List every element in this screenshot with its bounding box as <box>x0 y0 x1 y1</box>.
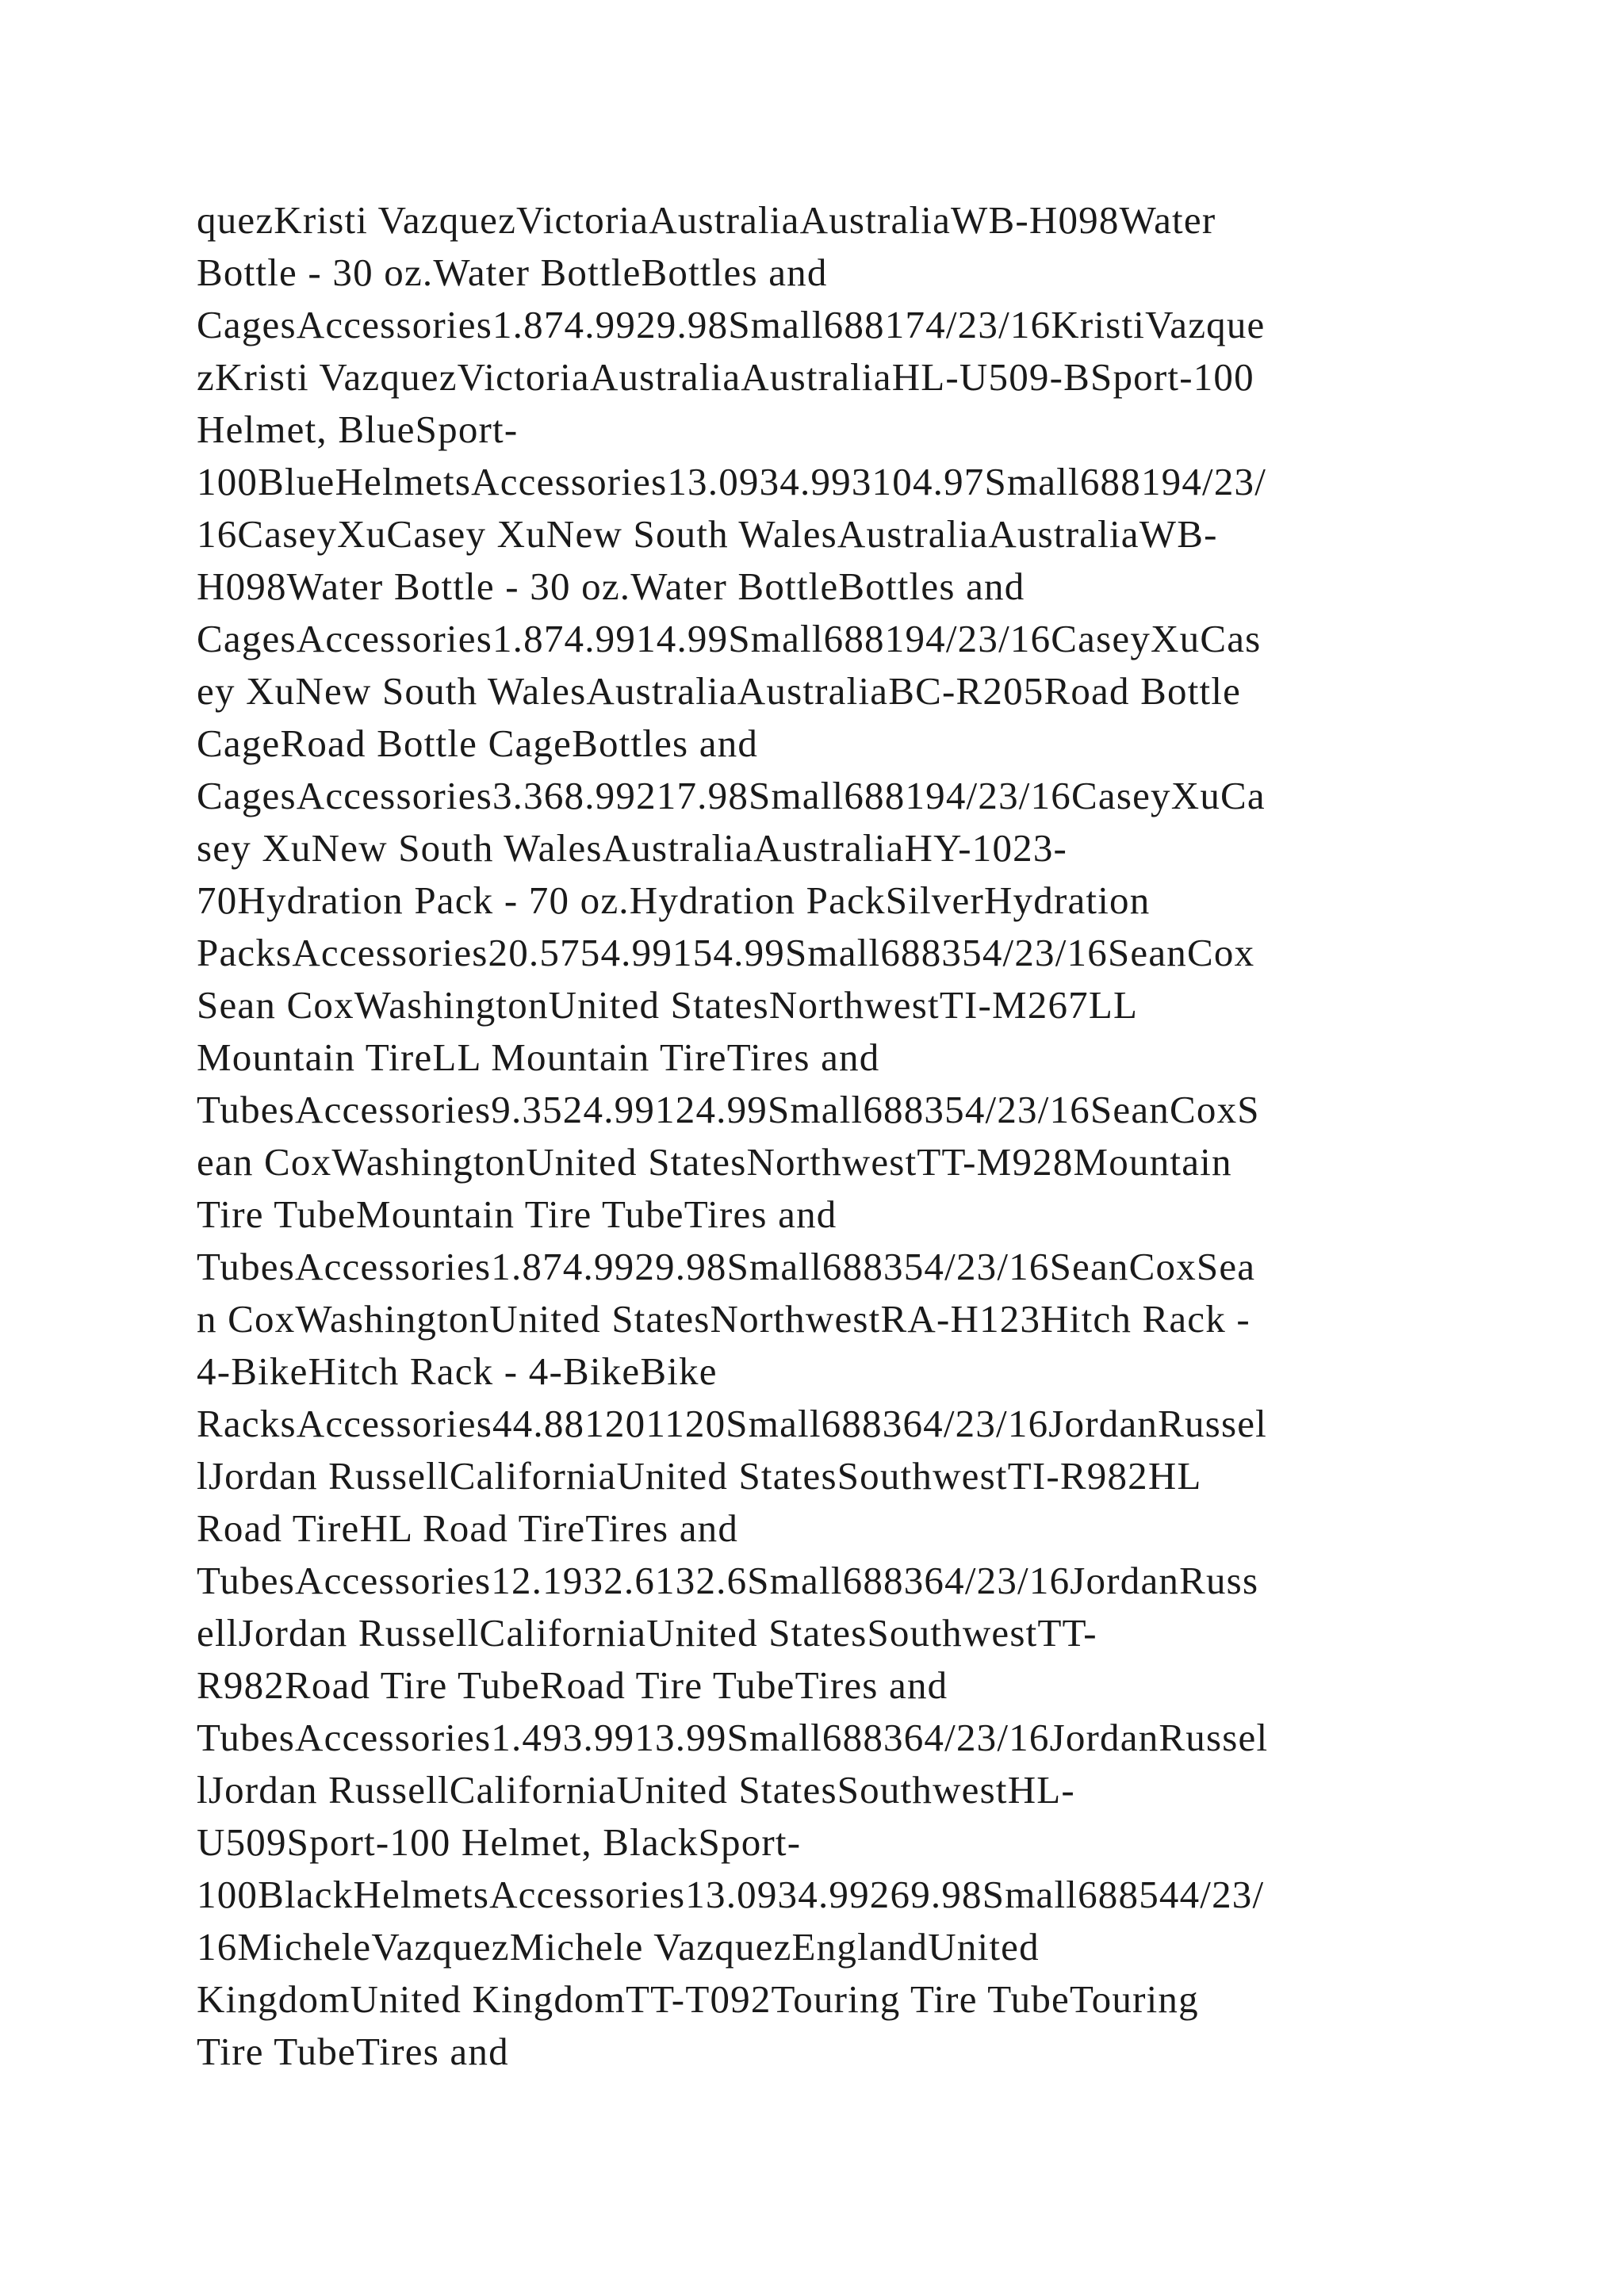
text-line: Tire TubeTires and <box>197 2030 509 2073</box>
text-line: Helmet, BlueSport- <box>197 408 519 451</box>
text-line: PacksAccessories20.5754.99154.99Small688354/23/16SeanCox <box>197 931 1255 974</box>
text-line: R982Road Tire TubeRoad Tire TubeTires and <box>197 1663 948 1707</box>
text-line: TubesAccessories1.493.9913.99Small688364/23/16JordanRussel <box>197 1716 1269 1759</box>
text-line: 70Hydration Pack - 70 oz.Hydration PackSilverHydration <box>197 878 1151 922</box>
text-line: ellJordan RussellCaliforniaUnited StatesSouthwestTT- <box>197 1611 1097 1655</box>
text-line: TubesAccessories12.1932.6132.6Small688364/23/16JordanRuss <box>197 1559 1259 1602</box>
text-line: TubesAccessories9.3524.99124.99Small688354/23/16SeanCoxS <box>197 1088 1260 1131</box>
text-line: 100BlueHelmetsAccessories13.0934.993104.97Small688194/23/ <box>197 460 1267 503</box>
text-line: RacksAccessories44.881201120Small688364/23/16JordanRussel <box>197 1402 1267 1445</box>
text-line: Mountain TireLL Mountain TireTires and <box>197 1035 880 1079</box>
text-line: 100BlackHelmetsAccessories13.0934.99269.98Small688544/23/ <box>197 1873 1265 1916</box>
text-line: Bottle - 30 oz.Water BottleBottles and <box>197 251 828 294</box>
text-line: ey XuNew South WalesAustraliaAustraliaBC-R205Road Bottle <box>197 669 1242 713</box>
text-line: CagesAccessories1.874.9914.99Small688194/23/16CaseyXuCas <box>197 617 1262 660</box>
text-line: zKristi VazquezVictoriaAustraliaAustraliaHL-U509-BSport-100 <box>197 355 1254 399</box>
text-line: n CoxWashingtonUnited StatesNorthwestRA-H123Hitch Rack - <box>197 1297 1251 1341</box>
text-line: TubesAccessories1.874.9929.98Small688354/23/16SeanCoxSea <box>197 1245 1256 1288</box>
text-line: Sean CoxWashingtonUnited StatesNorthwestTI-M267LL <box>197 983 1139 1027</box>
text-line: 4-BikeHitch Rack - 4-BikeBike <box>197 1349 718 1393</box>
text-line: CagesAccessories1.874.9929.98Small688174/23/16KristiVazque <box>197 303 1266 346</box>
text-line: quezKristi VazquezVictoriaAustraliaAustraliaWB-H098Water <box>197 198 1216 242</box>
text-line: CageRoad Bottle CageBottles and <box>197 721 759 765</box>
text-line: KingdomUnited KingdomTT-T092Touring Tire TubeTouring <box>197 1977 1199 2021</box>
text-line: 16CaseyXuCasey XuNew South WalesAustraliaAustraliaWB- <box>197 512 1218 556</box>
text-line: sey XuNew South WalesAustraliaAustraliaHY-1023- <box>197 826 1068 870</box>
text-line: Road TireHL Road TireTires and <box>197 1506 739 1550</box>
text-line: Tire TubeMountain Tire TubeTires and <box>197 1192 837 1236</box>
text-line: CagesAccessories3.368.99217.98Small688194/23/16CaseyXuCa <box>197 774 1266 817</box>
text-line: lJordan RussellCaliforniaUnited StatesSouthwestHL- <box>197 1768 1075 1812</box>
text-line: H098Water Bottle - 30 oz.Water BottleBottles and <box>197 564 1025 608</box>
body-text <box>197 194 1450 2078</box>
text-line: lJordan RussellCaliforniaUnited StatesSouthwestTI-R982HL <box>197 1454 1202 1498</box>
text-line: ean CoxWashingtonUnited StatesNorthwestTT-M928Mountain <box>197 1140 1232 1184</box>
text-line: 16MicheleVazquezMichele VazquezEnglandUnited <box>197 1925 1040 1969</box>
text-line: U509Sport-100 Helmet, BlackSport- <box>197 1820 802 1864</box>
